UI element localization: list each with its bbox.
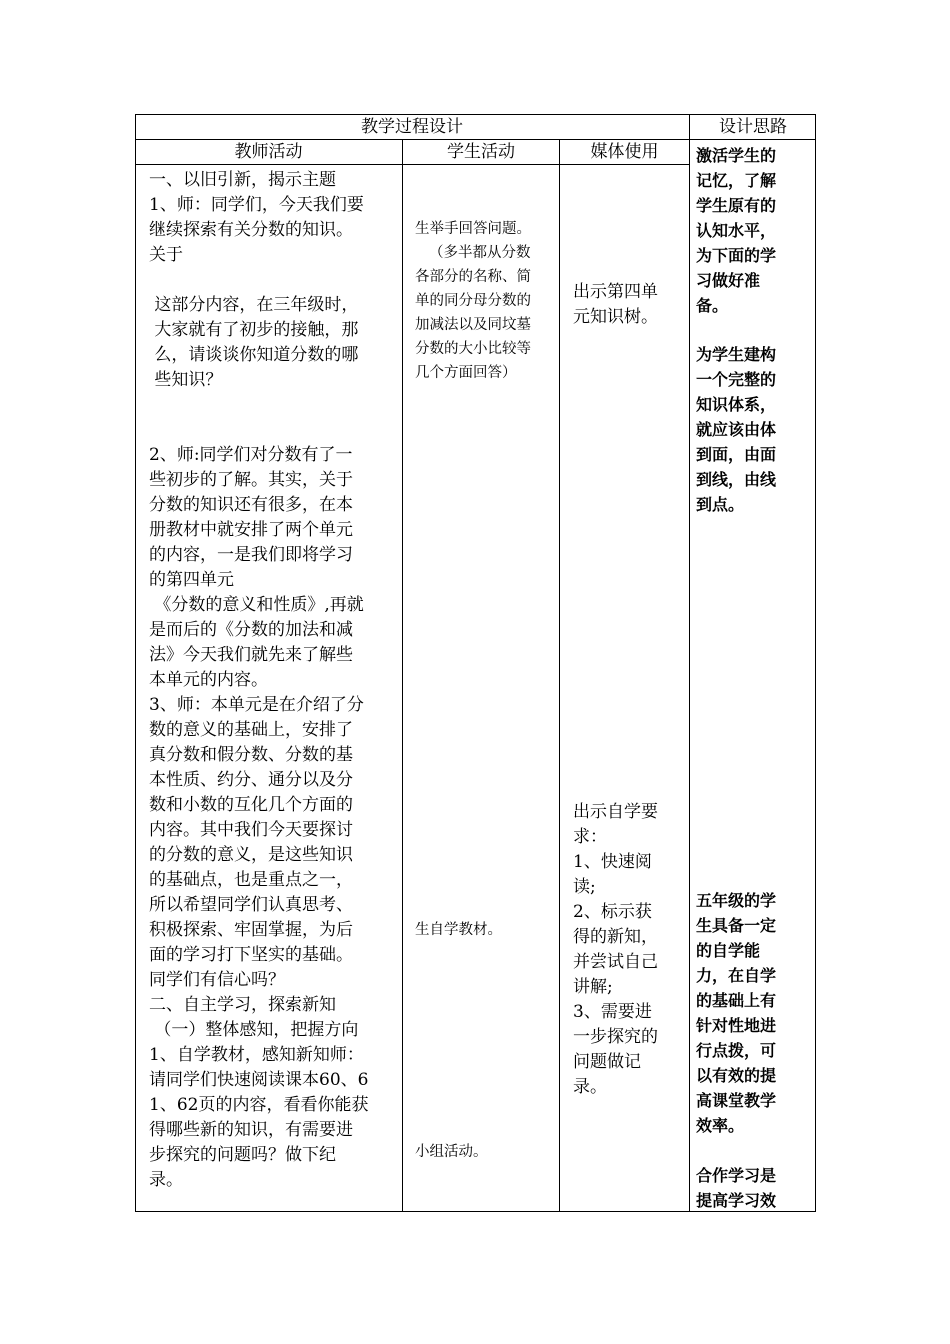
design-line: 提高学习效 bbox=[696, 1191, 777, 1210]
student-activity-block-2 bbox=[415, 918, 557, 942]
design-line: 力，在自学 bbox=[696, 966, 777, 985]
teacher-line: （一）整体感知，把握方向 bbox=[149, 1020, 359, 1040]
teacher-line: 二、自主学习，探索新知 bbox=[149, 995, 336, 1015]
design-line: 生具备一定 bbox=[696, 916, 777, 935]
design-line: 一个完整的 bbox=[696, 370, 777, 389]
teacher-line: 这部分内容，在三年级时， bbox=[149, 295, 359, 315]
student-line: 生举手回答问题。 bbox=[415, 221, 531, 237]
teacher-line: 步探究的问题吗？做下纪 bbox=[149, 1145, 336, 1165]
design-line: 的基础上有 bbox=[696, 991, 777, 1010]
student-activity-block-1 bbox=[415, 217, 557, 385]
header-media-use: 媒体使用 bbox=[590, 142, 659, 162]
header-design-idea: 设计思路 bbox=[719, 117, 787, 137]
student-line: 分数的大小比较等 bbox=[415, 341, 531, 357]
design-line: 五年级的学 bbox=[696, 891, 777, 910]
header-student-activity: 学生活动 bbox=[447, 142, 515, 162]
design-line: 针对性地进 bbox=[696, 1016, 777, 1035]
teacher-line: 的内容，一是我们即将学习 bbox=[149, 545, 353, 565]
spacer bbox=[149, 418, 399, 443]
teacher-line: 得哪些新的知识，有需要进 bbox=[149, 1120, 353, 1140]
design-line: 行点拨，可 bbox=[696, 1041, 777, 1060]
teacher-line: 数和小数的互化几个方面的 bbox=[149, 795, 353, 815]
row-divider-2 bbox=[135, 164, 690, 165]
teacher-line: 法》今天我们就先来了解些 bbox=[149, 645, 353, 665]
media-block-1 bbox=[573, 280, 683, 330]
teacher-line: 的分数的意义，是这些知识 bbox=[149, 845, 353, 865]
design-line: 就应该由体 bbox=[696, 420, 777, 439]
student-line: 单的同分母分数的 bbox=[415, 293, 531, 309]
teacher-line: 一、以旧引新，揭示主题 bbox=[149, 170, 336, 190]
media-line: 3、需要进 bbox=[573, 1002, 652, 1022]
design-block-1 bbox=[696, 143, 804, 318]
teacher-line: 同学们有信心吗？ bbox=[149, 970, 285, 990]
teacher-line: 面的学习打下坚实的基础。 bbox=[149, 945, 353, 965]
teacher-line: 本单元的内容。 bbox=[149, 670, 268, 690]
teacher-line: 数的意义的基础上，安排了 bbox=[149, 720, 353, 740]
design-block-3 bbox=[696, 888, 804, 1138]
media-line: 2、标示获 bbox=[573, 902, 652, 922]
spacer bbox=[149, 268, 399, 293]
media-block-2 bbox=[573, 800, 683, 1100]
media-line: 出示第四单 bbox=[573, 282, 658, 302]
design-line: 到点。 bbox=[696, 495, 745, 514]
design-line: 高课堂教学 bbox=[696, 1091, 777, 1110]
media-line: 并尝试自己 bbox=[573, 952, 658, 972]
media-line: 一步探究的 bbox=[573, 1027, 658, 1047]
teacher-line: 内容。其中我们今天要探讨 bbox=[149, 820, 353, 840]
design-line: 备。 bbox=[696, 296, 729, 315]
student-line: 小组活动。 bbox=[415, 1144, 488, 1160]
student-activity-block-3 bbox=[415, 1140, 557, 1164]
design-line: 到线，由线 bbox=[696, 470, 777, 489]
design-line: 的自学能 bbox=[696, 941, 761, 960]
teacher-line: 大家就有了初步的接触，那 bbox=[149, 320, 359, 340]
student-line: 几个方面回答） bbox=[415, 365, 517, 381]
teacher-line: 所以希望同学们认真思考、 bbox=[149, 895, 353, 915]
col-divider-student bbox=[402, 139, 403, 1212]
teacher-line: 2、师:同学们对分数有了一 bbox=[149, 445, 353, 465]
row-divider-1 bbox=[135, 139, 816, 140]
teacher-line: 分数的知识还有很多，在本 bbox=[149, 495, 353, 515]
design-line: 到面，由面 bbox=[696, 445, 777, 464]
design-block-4 bbox=[696, 1163, 804, 1213]
header-teacher-activity: 教师活动 bbox=[234, 142, 303, 162]
media-line: 读; bbox=[573, 877, 596, 897]
design-line: 效率。 bbox=[696, 1116, 745, 1135]
teacher-line: 请同学们快速阅读课本60、6 bbox=[149, 1070, 369, 1090]
header-process-design: 教学过程设计 bbox=[361, 117, 463, 137]
teacher-line: 些初步的了解。其实，关于 bbox=[149, 470, 353, 490]
media-line: 录。 bbox=[573, 1077, 607, 1097]
student-line: 加减法以及同坟墓 bbox=[415, 317, 531, 333]
teacher-line: 么，请谈谈你知道分数的哪 bbox=[149, 345, 359, 365]
teacher-line: 3、师：本单元是在介绍了分 bbox=[149, 695, 364, 715]
teacher-line: 录。 bbox=[149, 1170, 183, 1190]
media-line: 得的新知， bbox=[573, 927, 658, 947]
design-line: 为下面的学 bbox=[696, 246, 777, 265]
media-line: 问题做记 bbox=[573, 1052, 641, 1072]
design-line: 为学生建构 bbox=[696, 345, 777, 364]
design-line: 认知水平， bbox=[696, 221, 777, 240]
student-line: 生自学教材。 bbox=[415, 922, 502, 938]
teacher-line: 册教材中就安排了两个单元 bbox=[149, 520, 353, 540]
teacher-line: 积极探索、牢固掌握，为后 bbox=[149, 920, 353, 940]
teacher-line: 关于 bbox=[149, 245, 183, 265]
media-line: 求： bbox=[573, 827, 607, 847]
col-divider-media bbox=[559, 139, 560, 1212]
design-line: 学生原有的 bbox=[696, 196, 777, 215]
teacher-activity-text bbox=[149, 168, 399, 1193]
media-line: 讲解; bbox=[573, 977, 613, 997]
teacher-line: 《分数的意义和性质》,再就 bbox=[149, 595, 364, 615]
design-line: 激活学生的 bbox=[696, 146, 777, 165]
teacher-line: 是而后的《分数的加法和减 bbox=[149, 620, 353, 640]
teacher-line: 些知识？ bbox=[149, 370, 223, 390]
teacher-line: 继续探索有关分数的知识。 bbox=[149, 220, 353, 240]
teacher-line: 真分数和假分数、分数的基 bbox=[149, 745, 353, 765]
media-line: 元知识树。 bbox=[573, 307, 658, 327]
design-line: 以有效的提 bbox=[696, 1066, 777, 1085]
student-line: 各部分的名称、简 bbox=[415, 269, 531, 285]
student-line: （多半都从分数 bbox=[429, 245, 531, 261]
design-line: 合作学习是 bbox=[696, 1166, 777, 1185]
col-divider-design bbox=[689, 114, 690, 1212]
teacher-line: 1、自学教材，感知新知师： bbox=[149, 1045, 364, 1065]
teacher-line: 1、62页的内容，看看你能获 bbox=[149, 1095, 369, 1115]
teacher-line: 本性质、约分、通分以及分 bbox=[149, 770, 353, 790]
teacher-line: 的第四单元 bbox=[149, 570, 234, 590]
design-line: 记忆，了解 bbox=[696, 171, 777, 190]
design-line: 习做好准 bbox=[696, 271, 761, 290]
design-line: 知识体系， bbox=[696, 395, 777, 414]
media-line: 1、快速阅 bbox=[573, 852, 652, 872]
teacher-line: 的基础点，也是重点之一， bbox=[149, 870, 353, 890]
teacher-line: 1、师：同学们，今天我们要 bbox=[149, 195, 364, 215]
design-block-2 bbox=[696, 342, 804, 517]
spacer bbox=[149, 393, 399, 418]
media-line: 出示自学要 bbox=[573, 802, 658, 822]
